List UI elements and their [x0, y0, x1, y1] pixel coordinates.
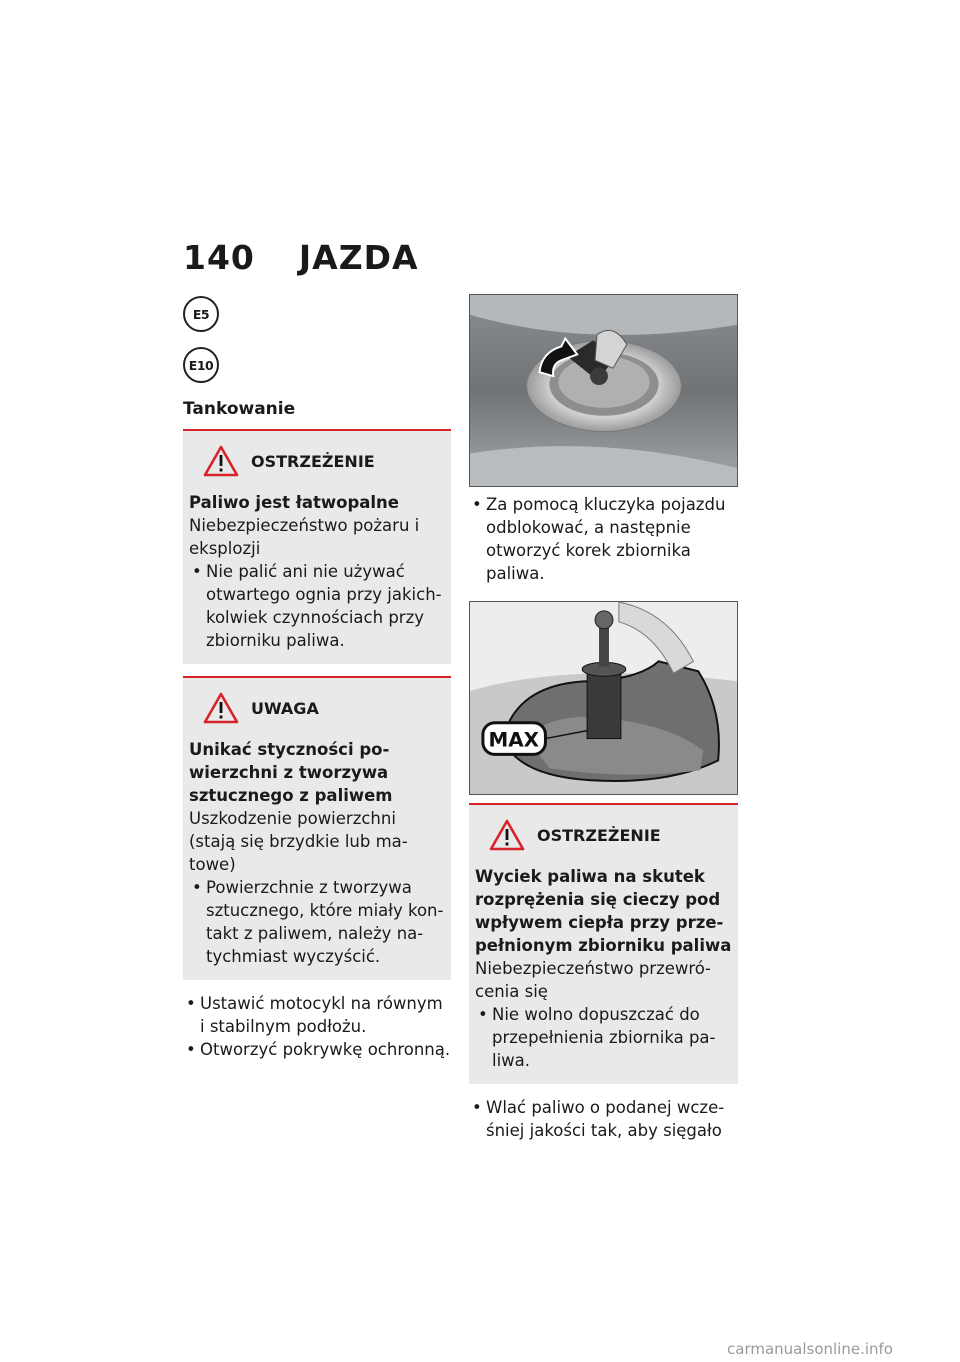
- notice-description: Uszkodzenie powierzchni (stają się brzydkie lub matowe): [189, 809, 408, 874]
- fuel-badge-e10: E10: [183, 347, 219, 383]
- warning-list: [475, 1003, 732, 1072]
- notice-heading: [203, 692, 445, 724]
- warning-subtitle: Paliwo jest łatwopalne: [189, 493, 399, 512]
- watermark: carmanualsonline.info: [727, 1340, 893, 1358]
- list-item: • Nie palić ani nie używać otwartego ognia przy jakichkolwiek czynnościach przy zbiorniku paliwa.: [189, 560, 445, 652]
- warning-triangle-icon: [203, 692, 239, 724]
- fuel-cap-photo: [469, 294, 738, 487]
- steps-list-left: [183, 992, 451, 1061]
- warning-label: OSTRZEŻENIE: [537, 825, 661, 845]
- page-number: 140: [183, 238, 255, 277]
- left-column: [183, 296, 451, 1061]
- notice-list: [189, 876, 445, 968]
- steps-list-right-1: [469, 493, 738, 585]
- section-title: Tankowanie: [183, 399, 296, 419]
- notice-label: UWAGA: [251, 698, 319, 718]
- warning-heading: [489, 819, 732, 851]
- notice-box-plastic: [183, 676, 451, 980]
- warning-description: Niebezpieczeństwo pożaru i eksplozji: [189, 516, 420, 558]
- list-item: • Nie wolno dopuszczać do przepełnienia zbiornika paliwa.: [475, 1003, 732, 1072]
- warning-box-fuel-flammable: [183, 429, 451, 664]
- list-item: • Powierzchnie z tworzywa sztucznego, które miały kontakt z paliwem, należy natychmiast wyczyścić.: [189, 876, 445, 968]
- warning-box-fuel-expansion: [469, 803, 738, 1084]
- warning-triangle-icon: [489, 819, 525, 851]
- right-column: [469, 294, 738, 1142]
- list-item: • Wlać paliwo o podanej wcześniej jakości tak, aby sięgało: [469, 1096, 738, 1142]
- max-label: MAX: [488, 728, 539, 752]
- fuel-badge-e5: E5: [183, 296, 219, 332]
- warning-description: Niebezpieczeństwo przewrócenia się: [475, 959, 711, 1001]
- list-item: • Za pomocą kluczyka pojazdu odblokować, a następnie otworzyć korek zbiornika paliwa.: [469, 493, 738, 585]
- fuel-tank-max-photo: [469, 601, 738, 795]
- notice-subtitle: Unikać styczności powierzchni z tworzywa sztucznego z paliwem: [189, 740, 393, 805]
- warning-heading: [203, 445, 445, 477]
- chapter-title: JAZDA: [298, 238, 419, 277]
- list-item: • Otworzyć pokrywkę ochronną.: [183, 1038, 451, 1061]
- warning-list: [189, 560, 445, 652]
- warning-subtitle: Wyciek paliwa na skutek rozprężenia się cieczy pod wpływem ciepła przy przepełnionym zbiorniku paliwa: [475, 867, 732, 955]
- page-header: [183, 238, 419, 277]
- steps-list-right-2: [469, 1096, 738, 1142]
- warning-label: OSTRZEŻENIE: [251, 451, 375, 471]
- warning-triangle-icon: [203, 445, 239, 477]
- list-item: • Ustawić motocykl na równym i stabilnym podłożu.: [183, 992, 451, 1038]
